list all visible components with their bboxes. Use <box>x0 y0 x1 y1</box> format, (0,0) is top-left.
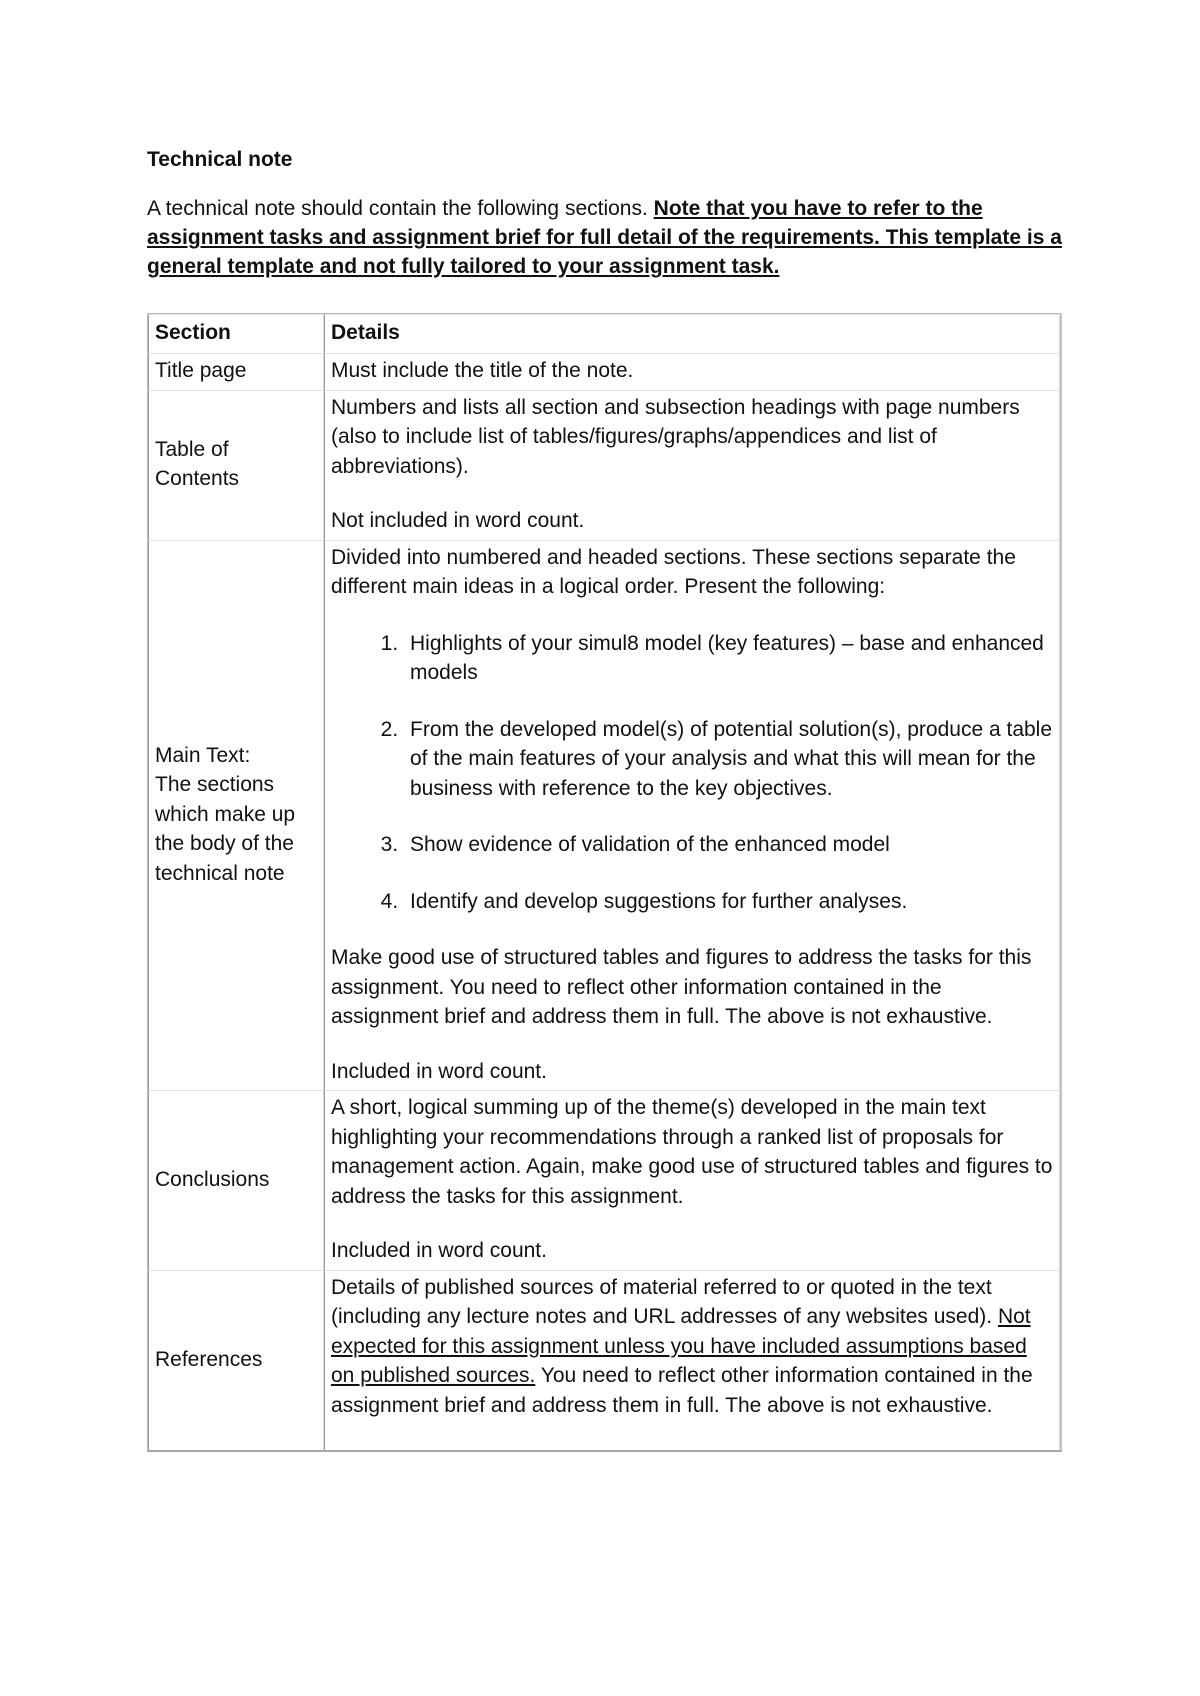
table-row-main-text <box>148 540 1060 1091</box>
references-text-start: Details of published sources of material referred to or quoted in the text (including any lecture notes and URL addresses of any websites used). <box>331 1275 998 1328</box>
references-text-underlined: Not expected for this assignment unless you have included assumptions based on published sources. <box>331 1305 1031 1387</box>
details-main-text-note: Included in word count. <box>331 1059 547 1083</box>
details-main-text-cell <box>324 540 1060 1091</box>
section-references: References <box>148 1270 324 1451</box>
intro-text: A technical note should contain the following sections. <box>147 197 654 220</box>
references-text-end: You need to reflect other information contained in the assignment brief and address them in full. The above is not exhaustive. <box>331 1364 1033 1417</box>
details-contents: Numbers and lists all section and subsection headings with page numbers (also to include list of tables/figures/graphs/appendices and list of abbreviations). <box>331 395 1020 478</box>
document-title: Technical note <box>147 148 293 171</box>
details-main-text-guidance: Make good use of structured tables and figures to address the tasks for this assignment. You need to reflect other information contained in the assignment brief and address them in full. The above is not exhaustive. <box>331 946 1032 1028</box>
sections-table <box>147 313 1062 1452</box>
list-item: 2. From the developed model(s) of potential solution(s), produce a table of the main features of your analysis and what this will mean for the business with reference to the key objectives. <box>404 715 1054 804</box>
header-details: Details <box>324 314 1060 353</box>
table-row-references <box>148 1270 1060 1451</box>
details-conclusions-note: Included in word count. <box>331 1239 547 1262</box>
details-conclusions: A short, logical summing up of the theme(s) developed in the main text highlighting your recommendations through a ranked list of proposals for management action. Again, make good use of structured tables and figures to address the tasks for this assignment. <box>331 1096 1053 1208</box>
intro-emphasis: Note that you have to refer to the assignment tasks and assignment brief for full detail of the requirements. This template is a general template and not fully tailored to your assignment task. <box>147 197 1062 278</box>
section-contents: Table of Contents <box>148 390 324 540</box>
details-conclusions-cell <box>324 1090 1060 1270</box>
details-references-cell <box>324 1270 1060 1451</box>
details-references <box>331 1273 1054 1421</box>
section-main-text-label: Main Text: <box>155 743 251 767</box>
table-row-title-page <box>148 353 1060 390</box>
section-main-text-desc: The sections which make up the body of the technical note <box>155 773 296 885</box>
list-item: 1. Highlights of your simul8 model (key features) – base and enhanced models <box>404 629 1054 688</box>
intro-paragraph <box>147 194 1062 281</box>
section-main-text-cell <box>148 540 324 1091</box>
table-row-conclusions <box>148 1090 1060 1270</box>
section-title-page: Title page <box>148 353 324 390</box>
list-item: 3. Show evidence of validation of the enhanced model <box>404 830 1054 860</box>
details-contents-cell <box>324 390 1060 540</box>
header-section: Section <box>148 314 324 353</box>
list-item: 4. Identify and develop suggestions for further analyses. <box>404 887 1054 917</box>
main-text-list <box>331 629 1054 917</box>
section-conclusions: Conclusions <box>148 1090 324 1270</box>
document-page <box>147 146 1062 1452</box>
details-main-text-intro: Divided into numbered and headed sections. These sections separate the different main ideas in a logical order. Present the following: <box>331 545 1016 598</box>
details-contents-note: Not included in word count. <box>331 509 585 532</box>
details-title-page: Must include the title of the note. <box>324 353 1060 390</box>
table-row-contents <box>148 390 1060 540</box>
table-header-row <box>148 314 1060 353</box>
